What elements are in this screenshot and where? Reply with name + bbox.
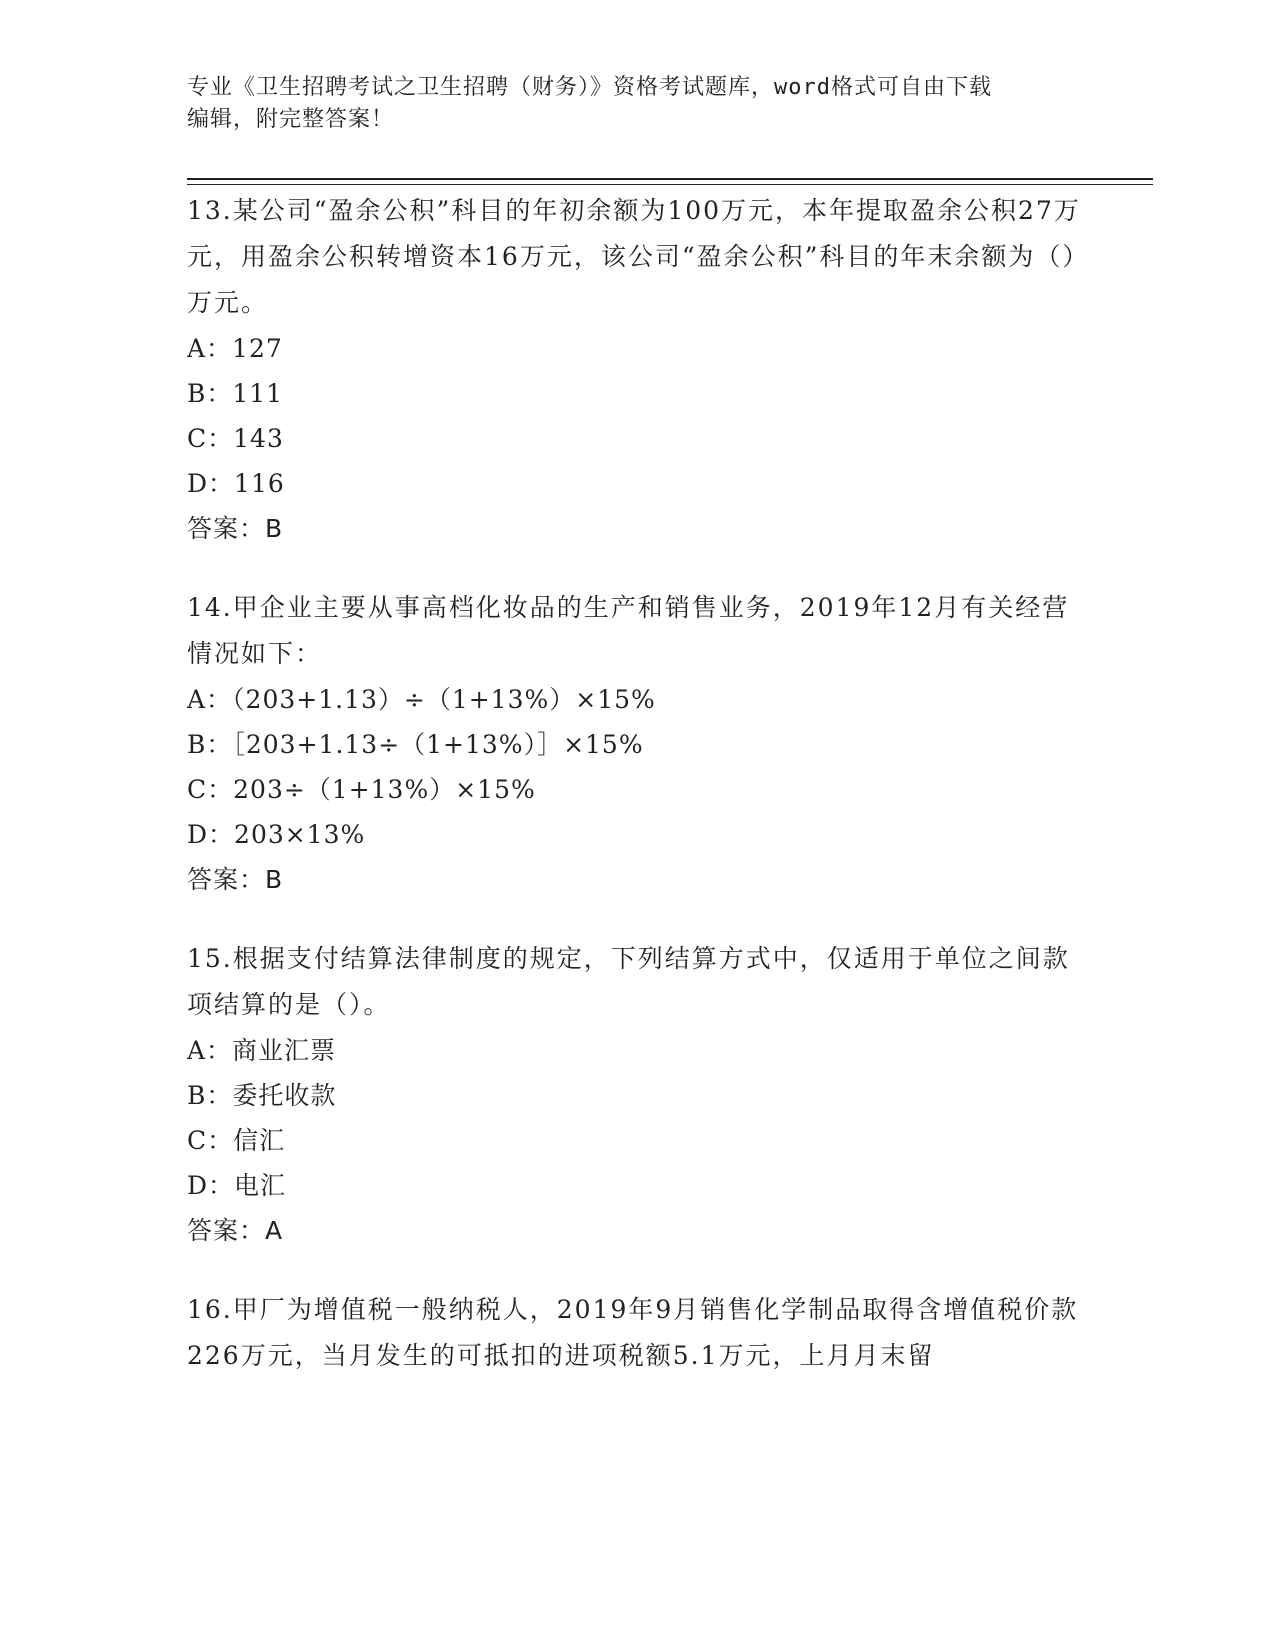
answer-line: 答案：B <box>187 865 284 894</box>
option-b: B：［203+1.13÷（1+13%）］×15% <box>187 730 644 759</box>
question-stem: 15.根据支付结算法律制度的规定，下列结算方式中，仅适用于单位之间款项结算的是（）。 <box>187 944 1070 1019</box>
option-a: A：（203+1.13）÷（1+13%）×15% <box>187 685 656 714</box>
option-c: C：203÷（1+13%）×15% <box>187 775 536 804</box>
header-line-1: 专业《卫生招聘考试之卫生招聘（财务）》资格考试题库，word格式可自由下载 <box>187 75 992 100</box>
question-15 <box>187 936 1087 1253</box>
question-14 <box>187 585 1087 902</box>
option-c: C：信汇 <box>187 1126 286 1155</box>
header-line-2: 编辑，附完整答案！ <box>187 107 395 132</box>
option-a: A：商业汇票 <box>187 1036 337 1065</box>
question-stem: 13.某公司“盈余公积”科目的年初余额为100万元，本年提取盈余公积27万元，用盈余公积转增资本16万元，该公司“盈余公积”科目的年末余额为（）万元。 <box>187 196 1081 317</box>
question-list <box>187 188 1087 1413</box>
answer-line: 答案：A <box>187 1216 284 1245</box>
question-stem: 16.甲厂为增值税一般纳税人，2019年9月销售化学制品取得含增值税价款226万元，当月发生的可抵扣的进项税额5.1万元，上月月末留 <box>187 1295 1079 1370</box>
option-c: C：143 <box>187 424 284 453</box>
option-d: D：电汇 <box>187 1171 287 1200</box>
option-b: B：委托收款 <box>187 1081 337 1110</box>
option-d: D：116 <box>187 469 285 498</box>
answer-line: 答案：B <box>187 514 284 543</box>
document-header <box>187 72 1087 136</box>
header-divider-thin <box>187 184 1153 185</box>
option-b: B：111 <box>187 379 284 408</box>
question-stem: 14.甲企业主要从事高档化妆品的生产和销售业务，2019年12月有关经营情况如下： <box>187 593 1070 668</box>
option-d: D：203×13% <box>187 820 366 849</box>
option-a: A：127 <box>187 334 283 363</box>
header-divider-thick <box>187 178 1153 180</box>
question-16 <box>187 1287 1087 1379</box>
question-13 <box>187 188 1087 551</box>
